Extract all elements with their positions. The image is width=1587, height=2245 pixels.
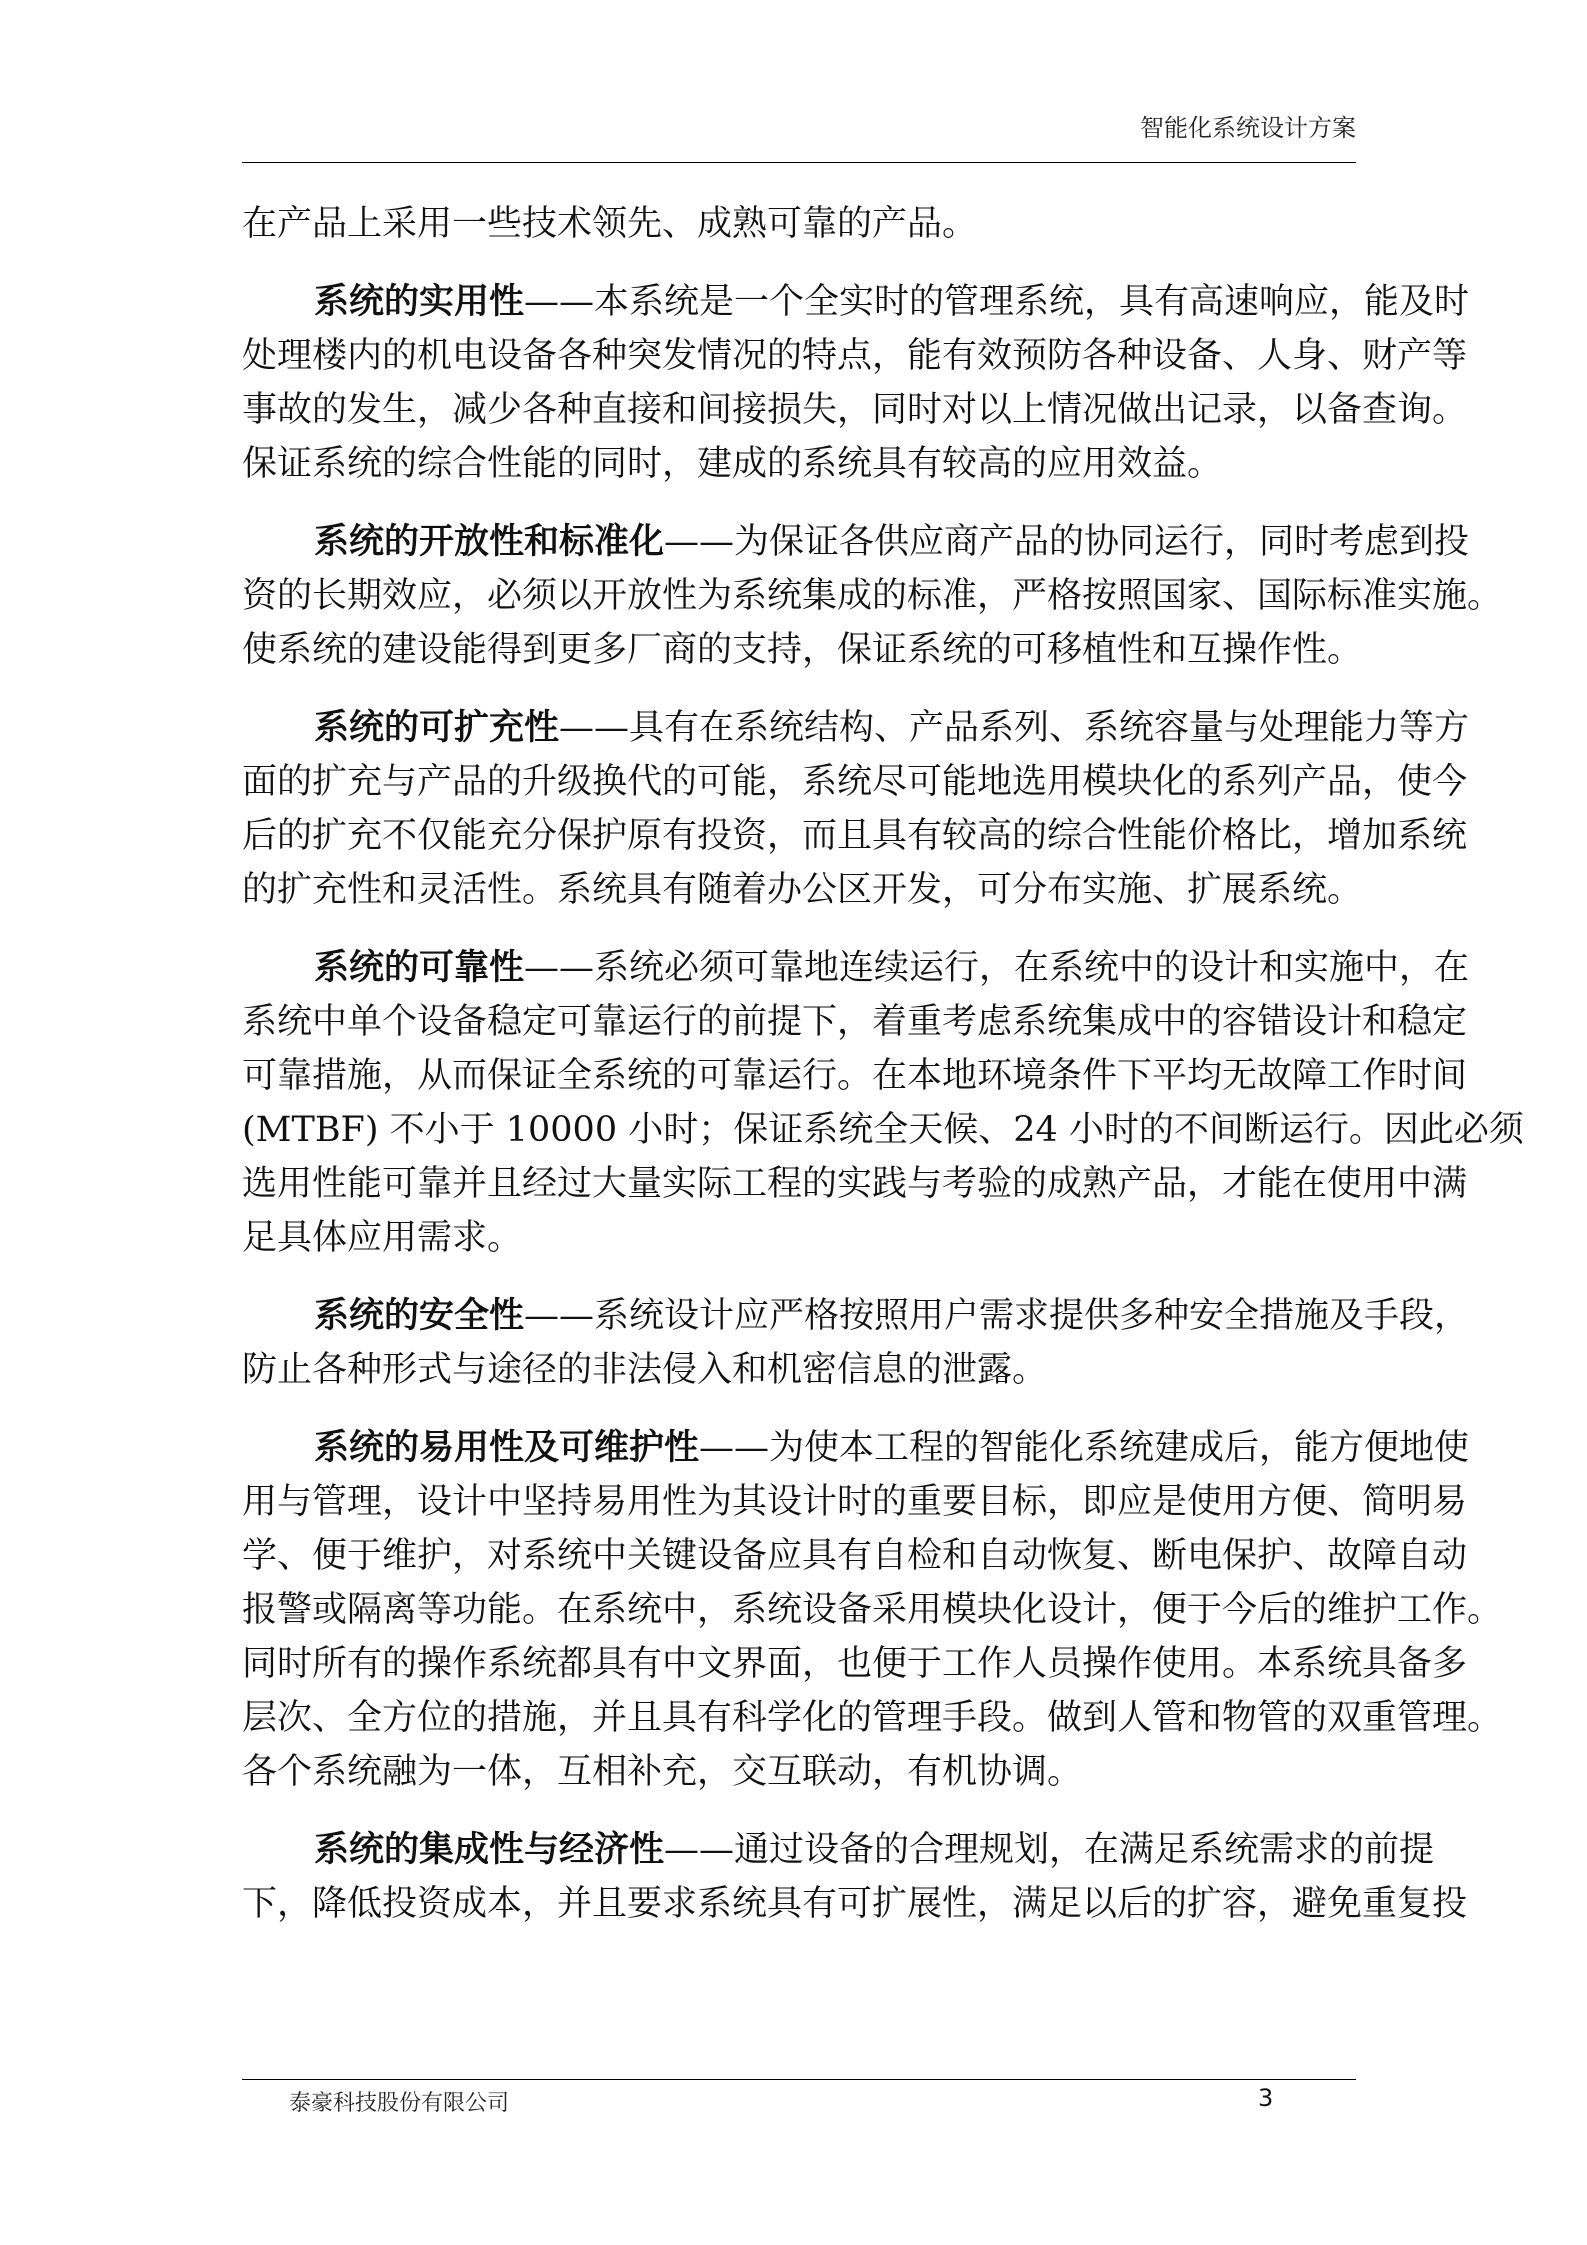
line-text: 同时所有的操作系统都具有中文界面，也便于工作人员操作使用。本系统具备多 [242,1644,1468,1684]
paragraph-line [242,863,1363,917]
paragraph-line [242,755,1468,809]
paragraph-line [242,1637,1468,1691]
line-text: ——系统设计应严格按照用户需求提供多种安全措施及手段， [524,1296,1470,1336]
paragraph [242,515,1503,677]
paragraph-heading: 系统的易用性及可维护性 [314,1427,700,1468]
line-text: ——系统必须可靠地连续运行，在系统中的设计和实施中，在 [524,948,1470,988]
paragraph-line [242,995,1468,1049]
line-text: 使系统的建设能得到更多厂商的支持，保证系统的可移植性和互操作性。 [242,630,1363,670]
paragraph-line [242,1583,1503,1637]
paragraph [242,941,1524,1265]
paragraph-heading: 系统的可扩充性 [314,707,560,748]
paragraph-line [242,1049,1468,1103]
paragraph [242,1421,1503,1799]
paragraph-line [242,197,1356,251]
page-number: 3 [1258,2084,1274,2112]
paragraph-line [242,1475,1468,1529]
paragraph-line [242,275,1470,329]
paragraph-line [242,809,1468,863]
line-text: 层次、全方位的措施，并且具有科学化的管理手段。做到人管和物管的双重管理。 [242,1698,1503,1738]
paragraph [242,701,1470,917]
paragraph-line [242,1823,1435,1877]
paragraph-line [242,1103,1524,1157]
line-text: ——本系统是一个全实时的管理系统，具有高速响应，能及时 [524,282,1470,322]
paragraph-heading: 系统的集成性与经济性 [314,1829,665,1870]
paragraph-line [242,569,1503,623]
paragraph-line [242,1211,1356,1265]
paragraph-line [242,623,1363,677]
line-text: 后的扩充不仅能充分保护原有投资，而且具有较高的综合性能价格比，增加系统 [242,816,1468,856]
paragraph-line [242,1157,1468,1211]
paragraph-heading: 系统的实用性 [314,281,525,322]
paragraph [242,1289,1470,1397]
paragraph-line [242,1691,1503,1745]
line-text: ——为保证各供应商产品的协同运行，同时考虑到投 [664,522,1470,562]
paragraph-line [242,941,1470,995]
paragraph-line [242,329,1468,383]
line-text: 处理楼内的机电设备各种突发情况的特点，能有效预防各种设备、人身、财产等 [242,336,1468,376]
line-text: ——通过设备的合理规划，在满足系统需求的前提 [664,1830,1435,1870]
paragraph-heading: 系统的可靠性 [314,947,525,988]
paragraph-line [242,1877,1468,1931]
paragraph-line [242,1529,1468,1583]
paragraph-heading: 系统的安全性 [314,1295,525,1336]
line-text: (MTBF) 不小于 10000 小时；保证系统全天候、24 小时的不间断运行。因此必须 [242,1110,1524,1150]
document-body [242,197,1524,1955]
paragraph-line [242,1745,1356,1799]
line-text: 下，降低投资成本，并且要求系统具有可扩展性，满足以后的扩容，避免重复投 [242,1884,1468,1924]
line-text: 防止各种形式与途径的非法侵入和机密信息的泄露。 [242,1350,1048,1390]
footer-divider [242,2079,1356,2080]
line-text: 在产品上采用一些技术领先、成熟可靠的产品。 [242,204,978,244]
paragraph-line [242,437,1356,491]
paragraph-heading: 系统的开放性和标准化 [314,521,665,562]
line-text: 用与管理，设计中坚持易用性为其设计时的重要目标，即应是使用方便、简明易 [242,1482,1468,1522]
paragraph-line [242,1421,1470,1475]
footer-company: 泰豪科技股份有限公司 [289,2091,510,2116]
paragraph [242,197,1356,251]
line-text: ——具有在系统结构、产品系列、系统容量与处理能力等方 [559,708,1470,748]
line-text: 足具体应用需求。 [242,1218,523,1258]
line-text: 事故的发生，减少各种直接和间接损失，同时对以上情况做出记录，以备查询。 [242,390,1468,430]
line-text: 各个系统融为一体，互相补充，交互联动，有机协调。 [242,1752,1083,1792]
paragraph-line [242,1289,1470,1343]
line-text: 选用性能可靠并且经过大量实际工程的实践与考验的成熟产品，才能在使用中满 [242,1164,1468,1204]
line-text: 的扩充性和灵活性。系统具有随着办公区开发，可分布实施、扩展系统。 [242,870,1363,910]
header-divider [242,162,1356,163]
header-title: 智能化系统设计方案 [1140,114,1356,142]
line-text: 可靠措施，从而保证全系统的可靠运行。在本地环境条件下平均无故障工作时间 [242,1056,1468,1096]
line-text: 资的长期效应，必须以开放性为系统集成的标准，严格按照国家、国际标准实施。 [242,576,1503,616]
paragraph-line [242,701,1470,755]
line-text: 报警或隔离等功能。在系统中，系统设备采用模块化设计，便于今后的维护工作。 [242,1590,1503,1630]
line-text: 保证系统的综合性能的同时，建成的系统具有较高的应用效益。 [242,444,1223,484]
line-text: 面的扩充与产品的升级换代的可能，系统尽可能地选用模块化的系列产品，使今 [242,762,1468,802]
paragraph [242,275,1470,491]
paragraph-line [242,515,1470,569]
line-text: ——为使本工程的智能化系统建成后，能方便地使 [699,1428,1470,1468]
paragraph [242,1823,1468,1931]
paragraph-line [242,1343,1356,1397]
line-text: 系统中单个设备稳定可靠运行的前提下，着重考虑系统集成中的容错设计和稳定 [242,1002,1468,1042]
paragraph-line [242,383,1468,437]
line-text: 学、便于维护，对系统中关键设备应具有自检和自动恢复、断电保护、故障自动 [242,1536,1468,1576]
